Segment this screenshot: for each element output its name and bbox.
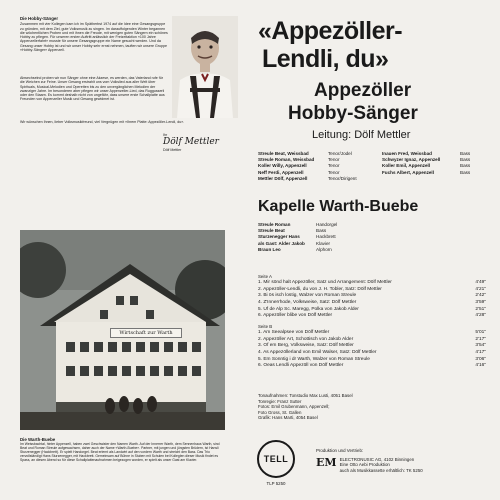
- album-title-line2: Lendli, du»: [262, 45, 389, 73]
- house-banner: [110, 328, 182, 338]
- intro-heading: Die Hobby-Sänger: [20, 16, 59, 21]
- singer-row-name: Neff Ferdi, Appenzell: [258, 169, 304, 175]
- warth-caption: [20, 437, 225, 462]
- portrait-illustration: [172, 16, 238, 118]
- track-time: 3'59": [475, 299, 486, 305]
- tell-logo: [257, 440, 295, 478]
- production-block: [316, 448, 494, 473]
- singer-row-name: Fuchs Albert, Appenzell: [382, 169, 434, 175]
- credit-line: Fotos: Emil Grubenmann, Appenzell;: [258, 404, 330, 410]
- side-a: [258, 274, 486, 320]
- band-member-row: [258, 247, 368, 253]
- credit-line: Foto Gross, St. Gallen: [258, 409, 302, 415]
- singers-left: [258, 151, 376, 182]
- signature: Dölf Mettler: [163, 137, 219, 148]
- singer-row-role: Tenor/Jodel: [328, 151, 352, 156]
- singers-right: [382, 151, 482, 176]
- singer-row-name: Schwyzer Ignaz, Appenzell: [382, 157, 441, 163]
- band-member-row-role: Hackbrett: [316, 234, 336, 240]
- track-time: 3'06": [475, 356, 486, 362]
- group-title-line2: Hobby-Sänger: [288, 103, 418, 124]
- track-title: 5. Em Sonntig i dr Warth, Walzer von Roman Streule: [258, 356, 370, 362]
- singer-row-role: Bass: [460, 163, 471, 169]
- band-member-row-role: Alphorn: [316, 246, 332, 252]
- track-row: [258, 313, 486, 320]
- intro-block: [20, 16, 168, 52]
- portrait-photo: [172, 16, 238, 118]
- singer-row-name: Streule Roman, Weissbad: [258, 157, 315, 163]
- credits: [258, 393, 438, 421]
- singer-row-name: Streule Beat, Weissbad: [258, 151, 309, 156]
- intro-paragraph-2: Abwechselnd proben wir nun Sänger ohne eine Akzese, es werden, das Vaterland rufe für die Weichen zur Feine. Unser Gesang erstrahlt uns vom Volkslied aus aller Welt über Spirituals, Musical-Melodien und Operetten bis zu den unvergänglichen Melodien der zwanziger Jahre. Im besonderen aber pflegen wir unser Appenzeller-Lied, das Ruggusserli oder den Staarn. Es kommt deshalb nicht von ungefähr, dass unsere erste Schallplatte aus Freunden von Appenzeller Musik und Gesang gewidmet ist.: [20, 76, 165, 102]
- band-member-row-role: Handorgel: [316, 222, 338, 227]
- band-member-row-role: Klavier: [316, 240, 331, 246]
- band-members: [258, 222, 368, 253]
- track-time: 4'21": [475, 286, 486, 292]
- house-banner-text: Wirtschaft zur Warth: [119, 330, 173, 336]
- singer-row: [382, 170, 482, 176]
- album-title-line1: «Appezöller-: [258, 17, 403, 45]
- tell-logo-block: [252, 440, 300, 486]
- warth-caption-text: Im Weissbachtal, hinter Appenzell, haben zwei Geschwister den Namen Warth. Auf der Innerrer Warth, dem Sennenhaus Warth, sind Beat und Roman Streule aufgewachsen, daher auch der Name «Warth-Buebe». Partner, mit jungen und jüngsten Brüdern, ist Hansli Sturzenegger (Hackbrett). Er spielt Handorgel. Beat erlernt als Landwirt auf den vordern Warth und streicht den Bass. Das Trio vervollständigt Hans Sturzenegger, mit Hackbrett. Gemeinsam auf Bühne in Stuben mit Schulen bei Kolleglen dieser Musik findet es Spass, an diesen Abend so für diese Schallplattenaufnahmen beigezogen worden, er spielt als unser Gast am Klavier.: [20, 442, 220, 463]
- production-line2: Eine Otto Aebi Produktion: [339, 462, 390, 468]
- side-b: [258, 324, 486, 370]
- production-company: ELECTRONUSIC AG, 4102 Binningen: [339, 457, 415, 463]
- track-row: [258, 330, 486, 337]
- credit-line: Tonaufnahmen: Tonstudio Max Lusti, 4051 Basel: [258, 393, 353, 398]
- intro-paragraph-3: Wir wünschen Ihnen, lieber Volksmusikfreund, viel Vergnügen mit «Ihrem Platte: Appezöller-Lendi, du».: [20, 120, 185, 124]
- credit-line: Grafik: Hans Marti, 4054 Basel: [258, 415, 318, 421]
- intro-paragraph-1: Zusammen mit vier Kollegen kam ich im Spätherbst 1974 auf die Idee eine Gesangsgruppe zu gründen, mit dem Ziel, gute Volksmusik zu singen. Im darauffolgenden Winter begannen die wöchentlichen Proben und mit ihnen die Freude, mit wenigen guten Sängern ein schönes Hobby zu pflegen. Für unseren ersten Auftritt anlässlich der Freizeitaktion «100 Jahre Appenzellerfahrt» musste für unsere Gesangsgruppe ein Name gesucht werden. Und da Gesang unser Hobby ist und wir unser Hobby sehr ernst nehmen, tauften wir unsere Gruppe «Hobby-Sänger» Appenzell.: [20, 22, 168, 52]
- track-title: 3. Of em Berg, Volksweise, Satz: Dölf Mettler: [258, 343, 354, 349]
- track-row: [258, 363, 486, 370]
- track-row: [258, 350, 486, 357]
- singer-row: [258, 176, 376, 182]
- band-title: Kapelle Warth-Buebe: [258, 198, 419, 215]
- group-title-line1: Appezöller: [314, 80, 412, 101]
- em-logo-text: EM: [316, 456, 337, 470]
- production-label: Produktion und Vertrieb:: [316, 448, 364, 453]
- track-row: [258, 280, 486, 287]
- track-title: 3. Bi ös isch lostig, Walzer von Roman Streule: [258, 293, 357, 299]
- catalog-number: TLP 5250: [266, 481, 286, 486]
- singer-row-role: Tenor/Dirigent: [328, 175, 357, 181]
- band-member-row-name: Sturzenegger Hans: [258, 234, 300, 240]
- track-title: 4. Z'Innerrhode, Volksweise, Satz: Dölf Mettler: [258, 299, 357, 305]
- track-time: 2'42": [475, 293, 486, 299]
- band-member-row-name: Streule Beat: [258, 228, 285, 234]
- track-time: 4'17": [475, 349, 486, 355]
- singer-row-name: Mettler Dölf, Appenzell: [258, 175, 308, 181]
- track-time: 4'16": [475, 363, 486, 369]
- production-line3: auch als Musikkassette erhältlich: TK 5250: [339, 467, 423, 473]
- singer-row-name: Koller Emil, Appenzell: [382, 163, 431, 169]
- track-title: 1. Mir sönd halt Appezöller, Satz und Arrangement: Dölf Mettler: [258, 280, 392, 286]
- side-a-label: Seite A: [258, 274, 272, 279]
- singer-row-role: Tenor: [328, 169, 340, 175]
- singer-row-role: Bass: [460, 157, 471, 163]
- track-title: 6. Appezöller blibe von Dölf Mettler: [258, 313, 333, 319]
- track-title: 4. As Appezöllerland von Emil Walser, Satz: Dölf Mettler: [258, 349, 377, 355]
- band-member-row-name: Braun Leo: [258, 246, 281, 252]
- signature-name: Dölf Mettler: [163, 148, 182, 153]
- singer-row-role: Tenor: [328, 157, 340, 163]
- track-time: 4'49": [475, 280, 486, 286]
- singer-row-role: Bass: [460, 151, 471, 156]
- track-time: 4'28": [475, 313, 486, 319]
- band-member-row-name: Streule Roman: [258, 222, 291, 227]
- singer-row-name: Inauen Fred, Weissbad: [382, 151, 432, 156]
- track-title: 1. Am Seealpsee von Dölf Mettler: [258, 330, 330, 336]
- track-time: 2'17": [475, 336, 486, 342]
- band-member-row-role: Bass: [316, 228, 327, 234]
- signature-block: [163, 133, 243, 153]
- warth-caption-heading: Die Warth-Buebe: [20, 437, 56, 442]
- track-title: 6. Oeas Lendli Appezöll von Dölf Mettler: [258, 363, 344, 369]
- band-member-row-name: als Gast: Alder Jakob: [258, 240, 305, 246]
- tell-logo-text: TELL: [263, 454, 289, 464]
- track-row: [258, 293, 486, 300]
- track-row: [258, 343, 486, 350]
- side-b-label: Seite B: [258, 324, 273, 329]
- house-photo: [20, 230, 225, 430]
- credit-line: Tonregie: Franz Sutter: [258, 398, 302, 404]
- track-title: 2. Appezöller-Lendli, du von J. H. Tobler, Satz: Dölf Mettler: [258, 286, 382, 292]
- track-time: 2'51": [475, 306, 486, 312]
- singer-row-role: Bass: [460, 169, 471, 175]
- leitung: Leitung: Dölf Mettler: [312, 129, 411, 141]
- track-time: 3'54": [475, 343, 486, 349]
- singer-row-role: Tenor: [328, 163, 340, 169]
- track-time: 5'01": [475, 330, 486, 336]
- track-title: 2. Appezöller Art, Schottisch von Jakob Alder: [258, 336, 354, 342]
- signature-label: Ihr: [163, 133, 168, 137]
- track-row: [258, 300, 486, 307]
- singer-row-name: Koller Willy, Appenzell: [258, 163, 307, 169]
- track-title: 5. Uf de Alp Sc. Maregg, Polka von Jakob Alder: [258, 306, 359, 312]
- em-logo: [316, 457, 337, 468]
